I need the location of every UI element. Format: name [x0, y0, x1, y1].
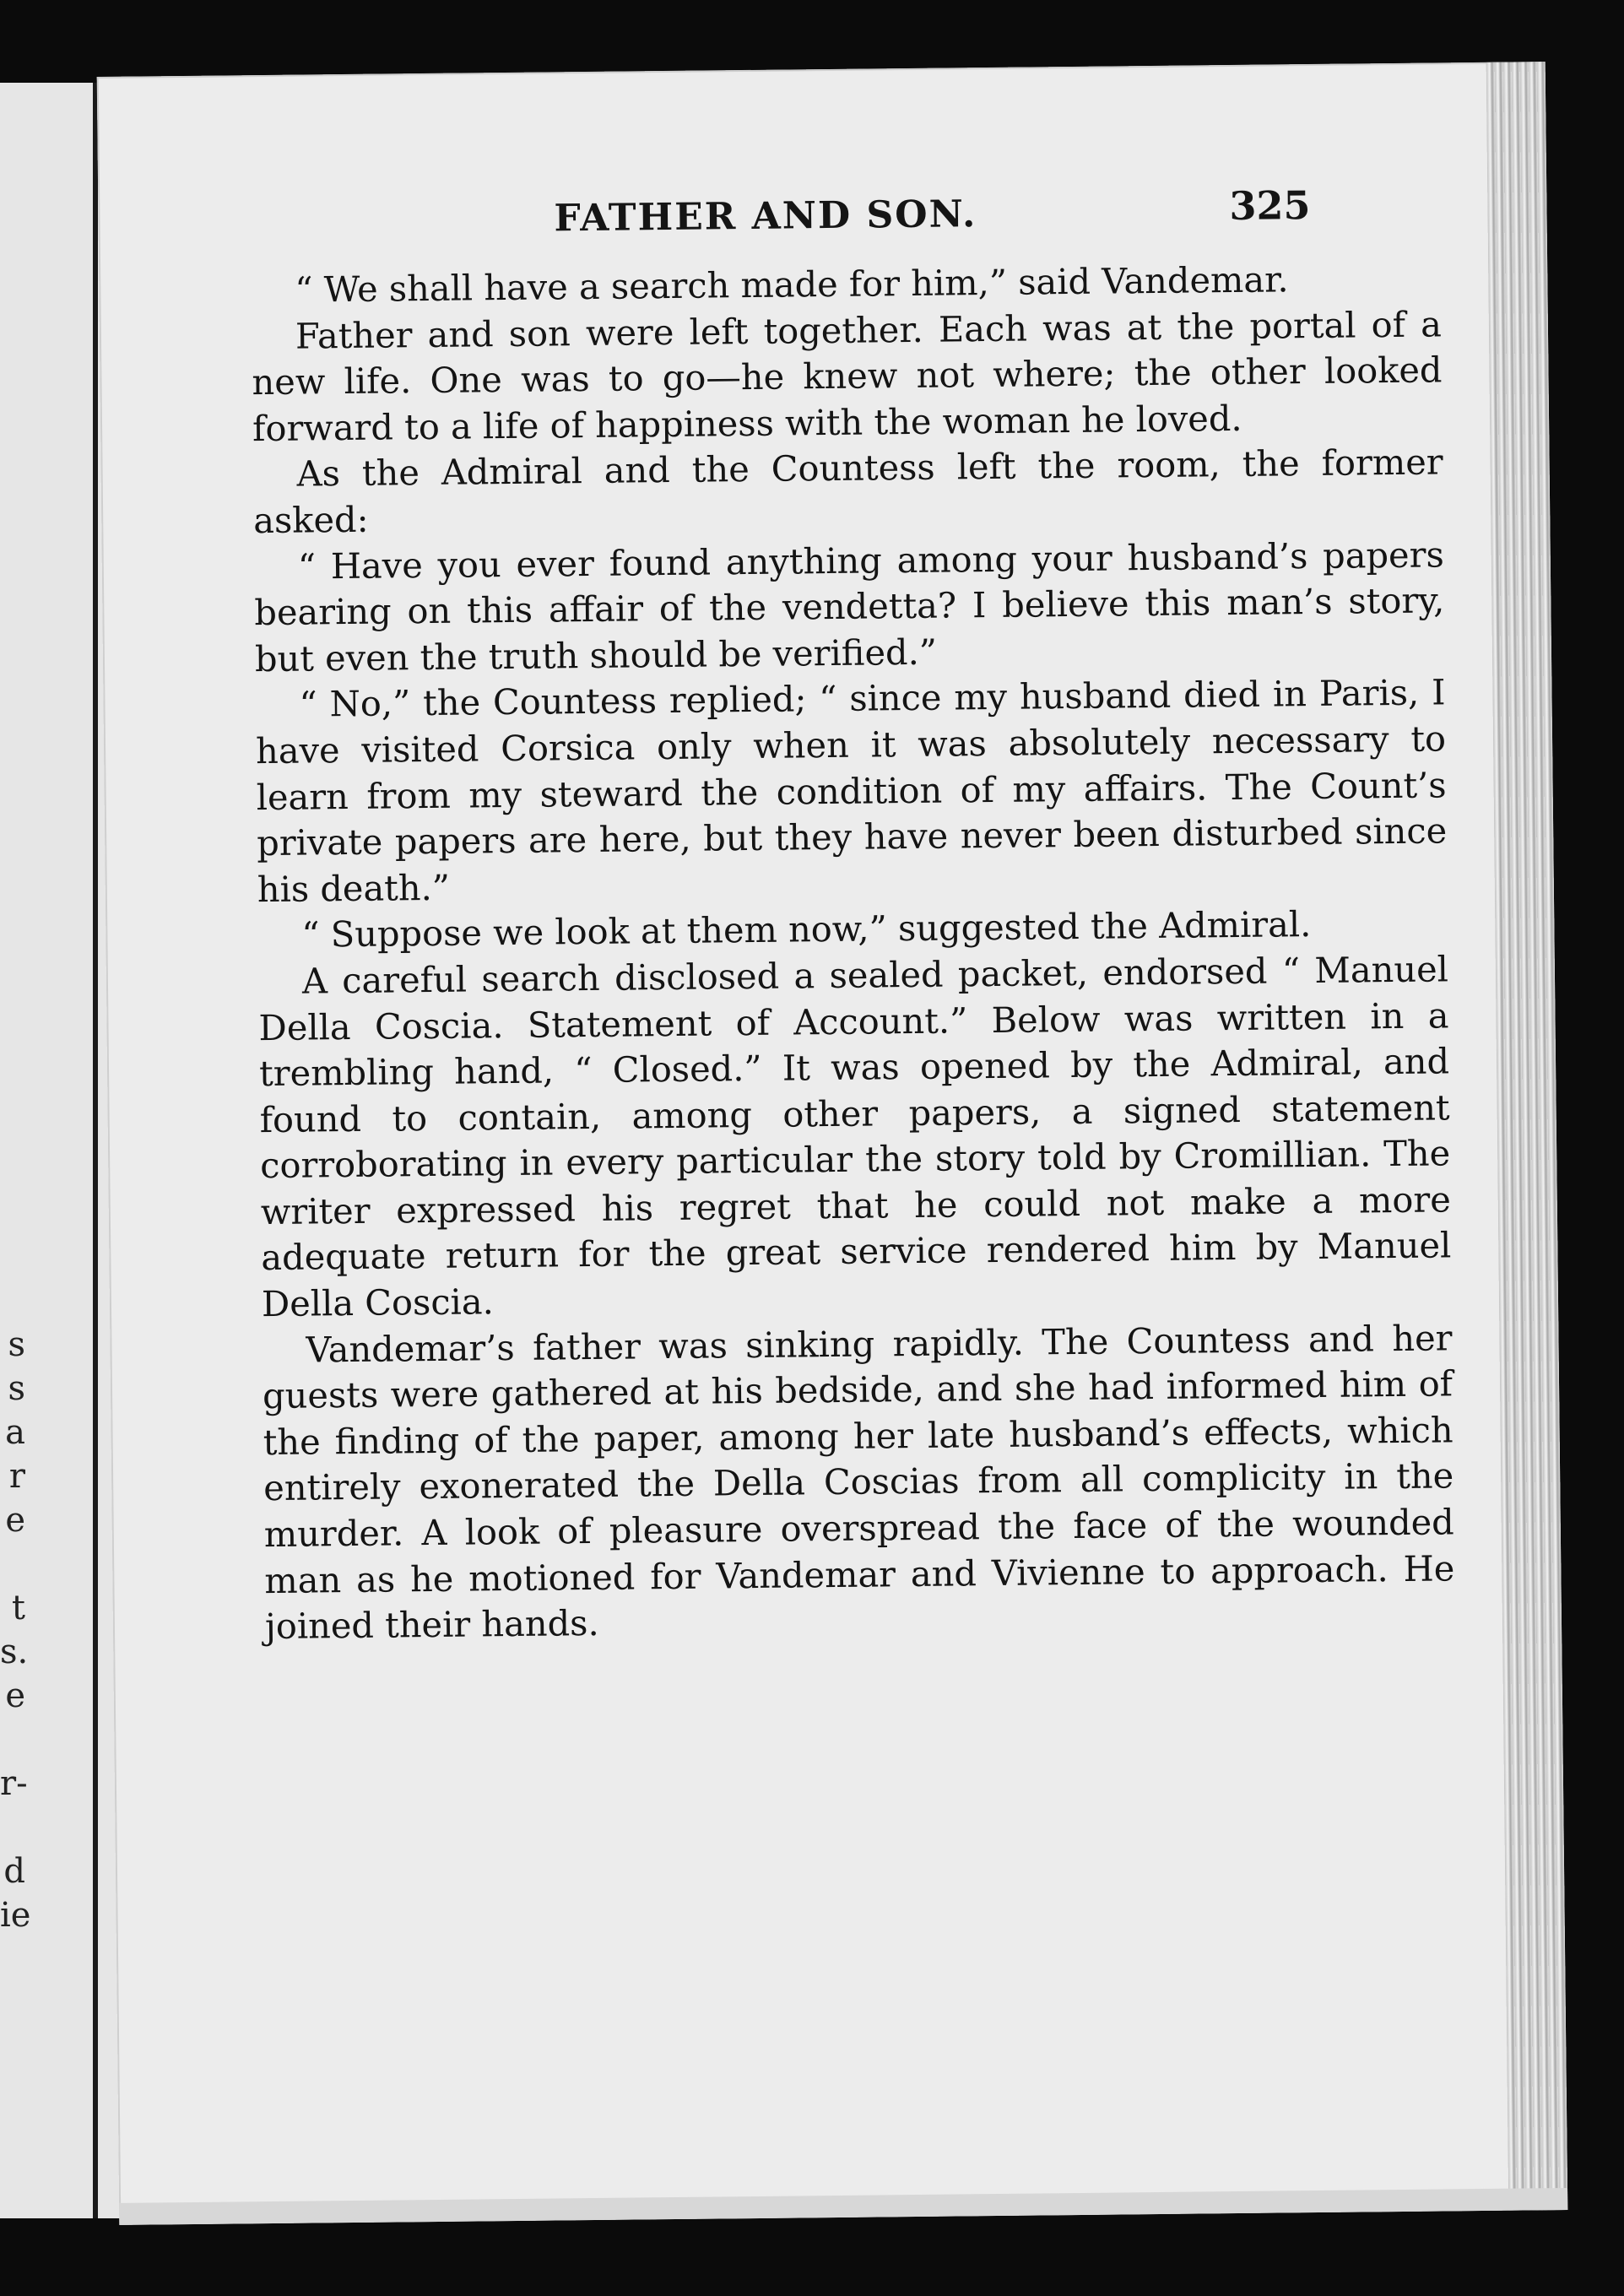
page-stack-edge: [1486, 62, 1568, 2211]
book-spine-shadow: [93, 83, 98, 2218]
left-margin-fragment: ie: [0, 1896, 31, 1935]
paragraph: “ Suppose we look at them now,” suggested the Admiral.: [301, 903, 1312, 956]
paragraph: “ Have you ever found anything among your husband’s papers bearing on this affair of the vendetta? I believe this man’s story, but even the truth should be verified.”: [254, 533, 1445, 680]
left-margin-fragment: s: [8, 1369, 25, 1408]
left-margin-fragment: r: [8, 1457, 25, 1496]
paragraph: A careful search disclosed a sealed packet, endorsed “ Manuel Della Coscia. Statement of Account.” Below was written in a trembling hand, “ Closed.” It was opened by the Admiral, and found to contain, among other papers, a signed statement corroborating in every particular the story told by Cromillian. The writer expressed his regret that he could not make a more adequate return for the great service rendered him by Manuel Della Coscia.: [258, 948, 1452, 1325]
left-margin-fragment: a: [5, 1413, 25, 1452]
paragraph: “ No,” the Countess replied; “ since my husband died in Paris, I have visited Corsica only when it was absolutely necessary to learn from my steward the condition of my affairs. The Count’s private papers are here, but they have never been disturbed since his death.”: [255, 671, 1448, 910]
paragraph: Father and son were left together. Each was at the portal of a new life. One was to go—he knew not where; the other looked forward to a life of happiness with the woman he loved.: [252, 302, 1443, 449]
left-margin-fragment: e: [5, 1501, 25, 1540]
body-text: [251, 255, 1455, 1649]
left-margin-fragment: r-: [0, 1764, 28, 1803]
left-margin-fragment: d: [3, 1852, 25, 1891]
page-bottom-edge: [119, 2188, 1567, 2225]
paragraph: Vandemar’s father was sinking rapidly. The Countess and her guests were gathered at his bedside, and she had informed him of the finding of the paper, among her late husband’s effects, which entirely exonerated the Della Coscias from all complicity in the murder. A look of pleasure overspread the face of the wounded man as he motioned for Vandemar and Vivienne to approach. He joined their hands.: [262, 1316, 1455, 1648]
paragraph: As the Admiral and the Countess left the room, the former asked:: [252, 441, 1443, 542]
paragraph: “ We shall have a search made for him,” said Vandemar.: [295, 258, 1289, 311]
book-page: [97, 62, 1568, 2225]
left-margin-fragment: s: [8, 1325, 25, 1364]
page-number: 325: [1229, 182, 1311, 230]
left-margin-fragment: t: [11, 1589, 25, 1627]
running-title: FATHER AND SON.: [554, 192, 977, 241]
page-header: [98, 182, 1416, 261]
left-margin-fragment: s.: [0, 1633, 29, 1671]
left-margin-fragment: e: [5, 1676, 25, 1715]
